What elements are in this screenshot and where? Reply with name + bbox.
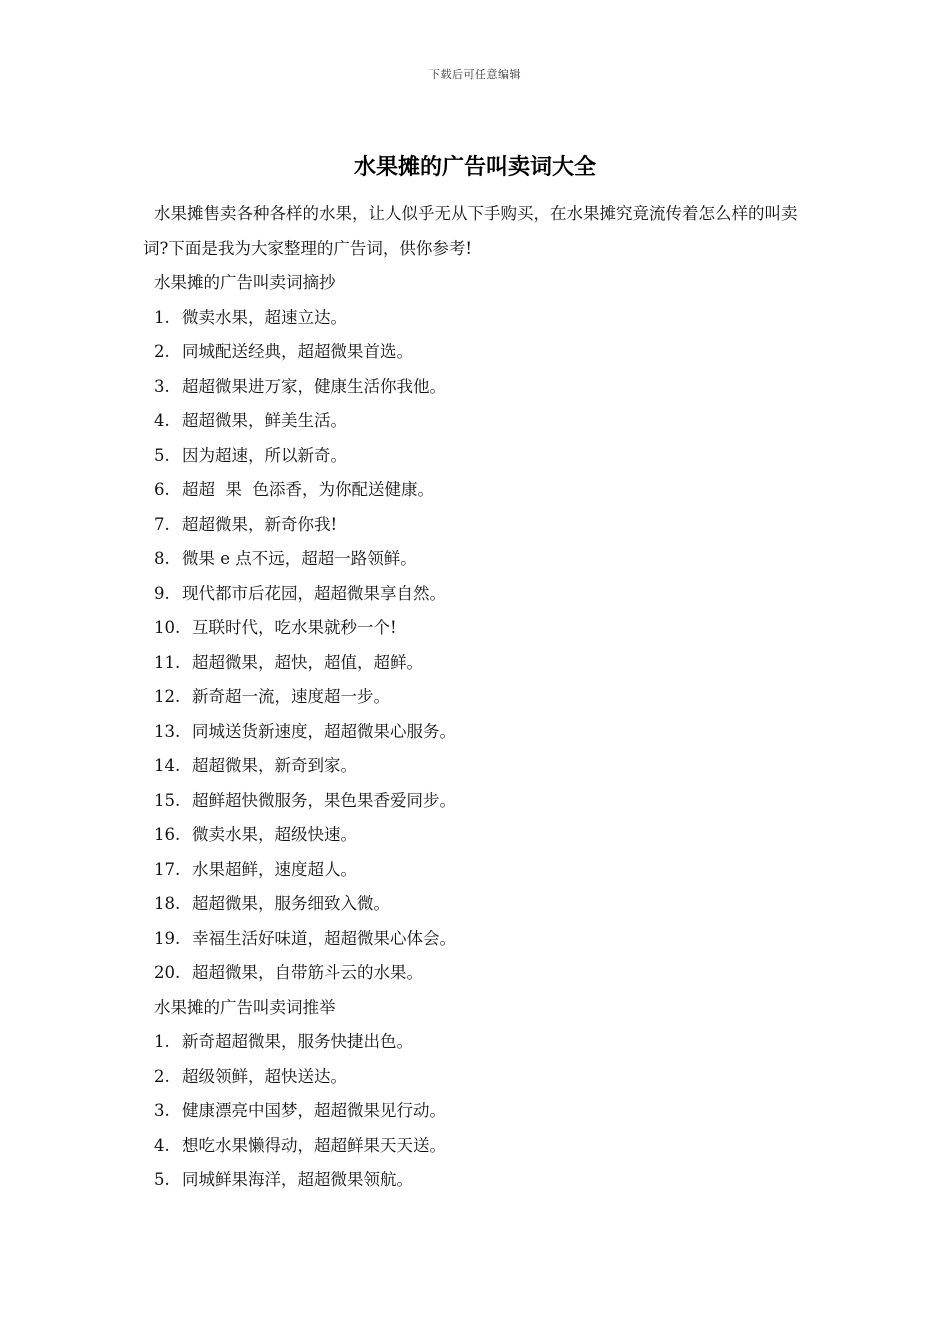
list-item xyxy=(143,1060,813,1095)
list-item xyxy=(143,542,813,577)
item-text: 微卖水果，超级快速。 xyxy=(192,825,357,844)
item-number: 20. xyxy=(154,963,181,982)
item-text: 新奇超超微果，服务快捷出色。 xyxy=(182,1032,413,1051)
list-item xyxy=(143,784,813,819)
item-text: 健康漂亮中国梦，超超微果见行动。 xyxy=(182,1101,446,1120)
list-item xyxy=(143,853,813,888)
item-text: 同城送货新速度，超超微果心服务。 xyxy=(192,721,456,741)
item-number: 2. xyxy=(154,342,170,361)
item-number: 15. xyxy=(154,790,181,810)
item-text: 超超微果，服务细致入微。 xyxy=(192,894,390,913)
intro-paragraph: 水果摊售卖各种各样的水果，让人似乎无从下手购买，在水果摊究竟流传着怎么样的叫卖词?下面是我为大家整理的广告词，供你参考! xyxy=(143,204,798,258)
item-text: 想吃水果懒得动，超超鲜果天天送。 xyxy=(182,1135,446,1155)
item-number: 19. xyxy=(154,928,181,948)
item-number: 1. xyxy=(154,1032,170,1051)
list-item xyxy=(143,439,813,474)
item-number: 18. xyxy=(154,894,181,913)
item-number: 10. xyxy=(154,618,181,637)
item-number: 13. xyxy=(154,721,181,741)
item-text: 幸福生活好味道，超超微果心体会。 xyxy=(192,928,456,948)
slogan-list-recommendations xyxy=(143,1025,813,1198)
list-item xyxy=(143,404,813,439)
item-text: 超级领鲜，超快送达。 xyxy=(182,1066,347,1086)
item-text: 超超微果，超快，超值，超鲜。 xyxy=(192,652,423,672)
item-number: 17. xyxy=(154,859,181,879)
item-number: 1. xyxy=(154,307,170,327)
item-text: 超鲜超快微服务，果色果香爱同步。 xyxy=(192,790,456,810)
item-text: 互联时代，吃水果就秒一个! xyxy=(192,618,397,637)
document-body xyxy=(143,196,813,1198)
list-item xyxy=(143,956,813,991)
item-number: 4. xyxy=(154,411,170,430)
list-item xyxy=(143,646,813,681)
item-number: 5. xyxy=(154,445,170,465)
list-item xyxy=(143,922,813,957)
item-text: 现代都市后花园，超超微果享自然。 xyxy=(182,583,446,603)
list-item xyxy=(143,577,813,612)
list-item xyxy=(143,1025,813,1060)
list-item xyxy=(143,335,813,370)
item-text: 超超 果 色添香，为你配送健康。 xyxy=(182,480,434,499)
item-text: 同城鲜果海洋，超超微果领航。 xyxy=(182,1170,413,1189)
item-number: 2. xyxy=(154,1066,170,1086)
item-text: 水果超鲜，速度超人。 xyxy=(192,859,357,879)
list-item xyxy=(143,611,813,646)
section-heading-excerpts: 水果摊的广告叫卖词摘抄 xyxy=(154,273,336,292)
item-number: 11. xyxy=(154,652,181,672)
header-note: 下载后可任意编辑 xyxy=(429,68,521,81)
item-number: 9. xyxy=(154,583,170,603)
list-item xyxy=(143,1163,813,1198)
item-text: 超超微果，新奇到家。 xyxy=(192,756,357,775)
item-text: 超超微果，新奇你我! xyxy=(182,514,338,534)
item-text: 因为超速，所以新奇。 xyxy=(182,445,347,465)
item-text: 超超微果，自带筋斗云的水果。 xyxy=(192,963,423,982)
item-number: 6. xyxy=(154,480,170,499)
list-item xyxy=(143,1129,813,1164)
item-text: 超超微果进万家，健康生活你我他。 xyxy=(182,376,446,396)
document-title: 水果摊的广告叫卖词大全 xyxy=(353,155,596,180)
item-text: 超超微果，鲜美生活。 xyxy=(182,411,347,430)
item-number: 14. xyxy=(154,756,181,775)
item-text: 新奇超一流，速度超一步。 xyxy=(192,687,390,706)
item-number: 7. xyxy=(154,514,170,534)
list-item xyxy=(143,818,813,853)
item-number: 8. xyxy=(154,549,170,568)
section-heading-recommendations: 水果摊的广告叫卖词推举 xyxy=(154,997,336,1017)
item-number: 3. xyxy=(154,376,170,396)
item-text: 微果 e 点不远，超超一路领鲜。 xyxy=(182,549,417,568)
list-item xyxy=(143,370,813,405)
list-item xyxy=(143,749,813,784)
list-item xyxy=(143,301,813,336)
item-number: 5. xyxy=(154,1170,170,1189)
list-item xyxy=(143,715,813,750)
item-number: 16. xyxy=(154,825,181,844)
slogan-list-excerpts xyxy=(143,301,813,991)
list-item xyxy=(143,680,813,715)
list-item xyxy=(143,1094,813,1129)
list-item xyxy=(143,887,813,922)
item-text: 同城配送经典，超超微果首选。 xyxy=(182,342,413,361)
item-number: 12. xyxy=(154,687,181,706)
item-number: 3. xyxy=(154,1101,170,1120)
list-item xyxy=(143,508,813,543)
item-number: 4. xyxy=(154,1135,170,1155)
list-item xyxy=(143,473,813,508)
item-text: 微卖水果，超速立达。 xyxy=(182,307,347,327)
